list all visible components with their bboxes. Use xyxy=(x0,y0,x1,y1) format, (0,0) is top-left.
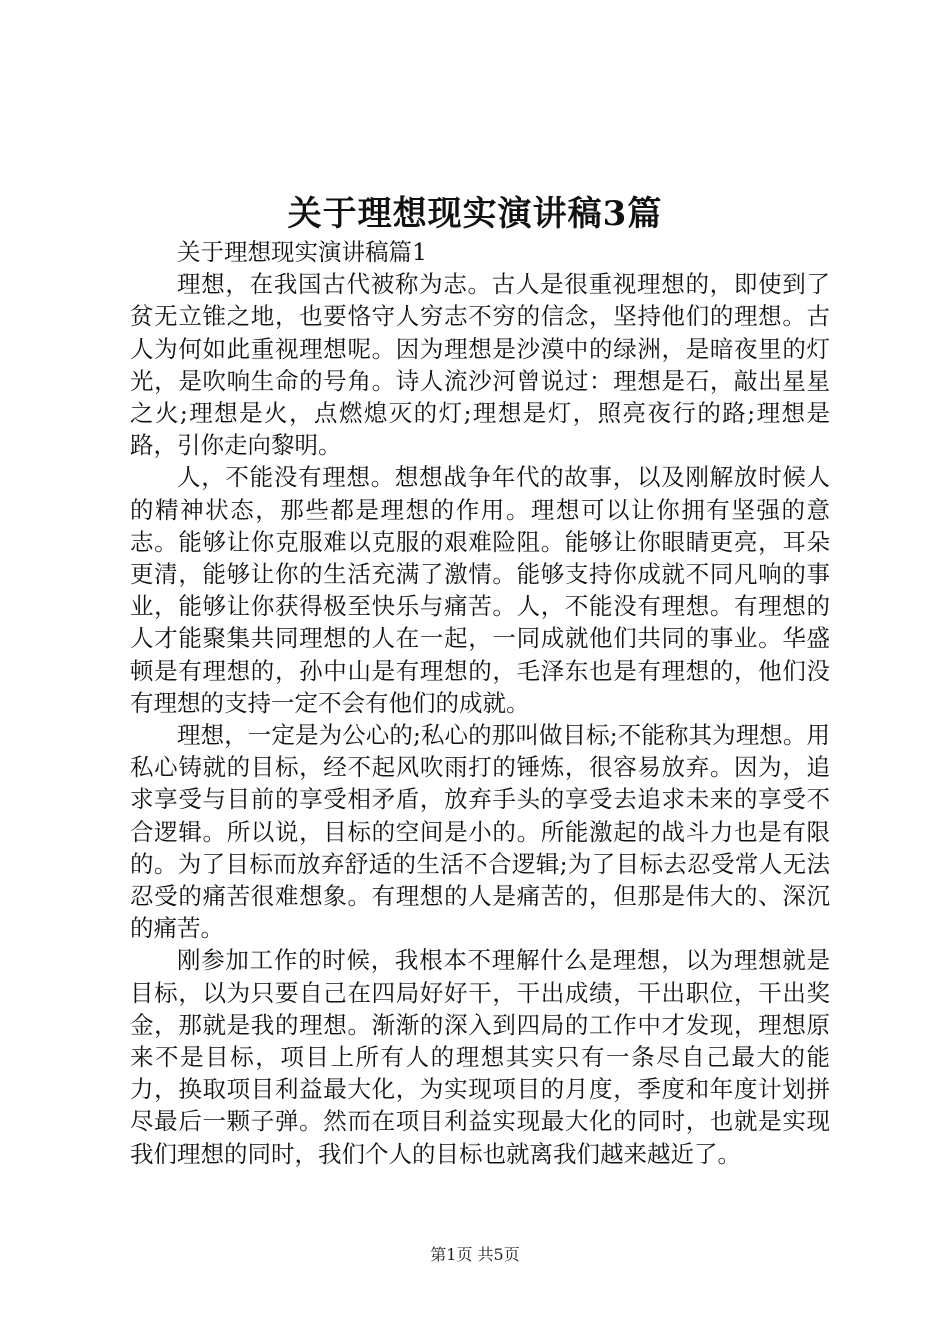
paragraph: 人，不能没有理想。想想战争年代的故事，以及刚解放时候人的精神状态，那些都是理想的作用。理想可以让你拥有坚强的意志。能够让你克服难以克服的艰难险阻。能够让你眼睛更亮，耳朵更清，能够让你的生活充满了激情。能够支持你成就不同凡响的事业，能够让你获得极至快乐与痛苦。人，不能没有理想。有理想的人才能聚集共同理想的人在一起，一同成就他们共同的事业。华盛顿是有理想的，孙中山是有理想的，毛泽东也是有理想的，他们没有理想的支持一定不会有他们的成就。 xyxy=(130,463,830,717)
page-footer: 第1页 共5页 xyxy=(430,1245,520,1264)
paragraph: 刚参加工作的时候，我根本不理解什么是理想，以为理想就是目标，以为只要自己在四局好好干，干出成绩，干出职位，干出奖金，那就是我的理想。渐渐的深入到四局的工作中才发现，理想原来不是目标，项目上所有人的理想其实只有一条尽自己最大的能力，换取项目利益最大化，为实现项目的月度，季度和年度计划拼尽最后一颗子弹。然而在项目利益实现最大化的同时，也就是实现我们理想的同时，我们个人的目标也就离我们越来越近了。 xyxy=(130,946,830,1168)
paragraph: 理想，一定是为公心的;私心的那叫做目标;不能称其为理想。用私心铸就的目标，经不起风吹雨打的锤炼，很容易放弃。因为，追求享受与目前的享受相矛盾，放弃手头的享受去追求未来的享受不合逻辑。所以说，目标的空间是小的。所能激起的战斗力也是有限的。为了目标而放弃舒适的生活不合逻辑;为了目标去忍受常人无法忍受的痛苦很难想象。有理想的人是痛苦的，但那是伟大的、深沉的痛苦。 xyxy=(130,721,830,943)
document-body xyxy=(130,236,830,1170)
paragraph: 理想，在我国古代被称为志。古人是很重视理想的，即使到了贫无立锥之地，也要恪守人穷志不穷的信念，坚持他们的理想。古人为何如此重视理想呢。因为理想是沙漠中的绿洲，是暗夜里的灯光，是吹响生命的号角。诗人流沙河曾说过：理想是石，敲出星星之火;理想是火，点燃熄灭的灯;理想是灯，照亮夜行的路;理想是路，引你走向黎明。 xyxy=(130,270,830,460)
document-title: 关于理想现实演讲稿3篇 xyxy=(287,194,663,234)
section-heading: 关于理想现实演讲稿篇1 xyxy=(177,238,427,266)
